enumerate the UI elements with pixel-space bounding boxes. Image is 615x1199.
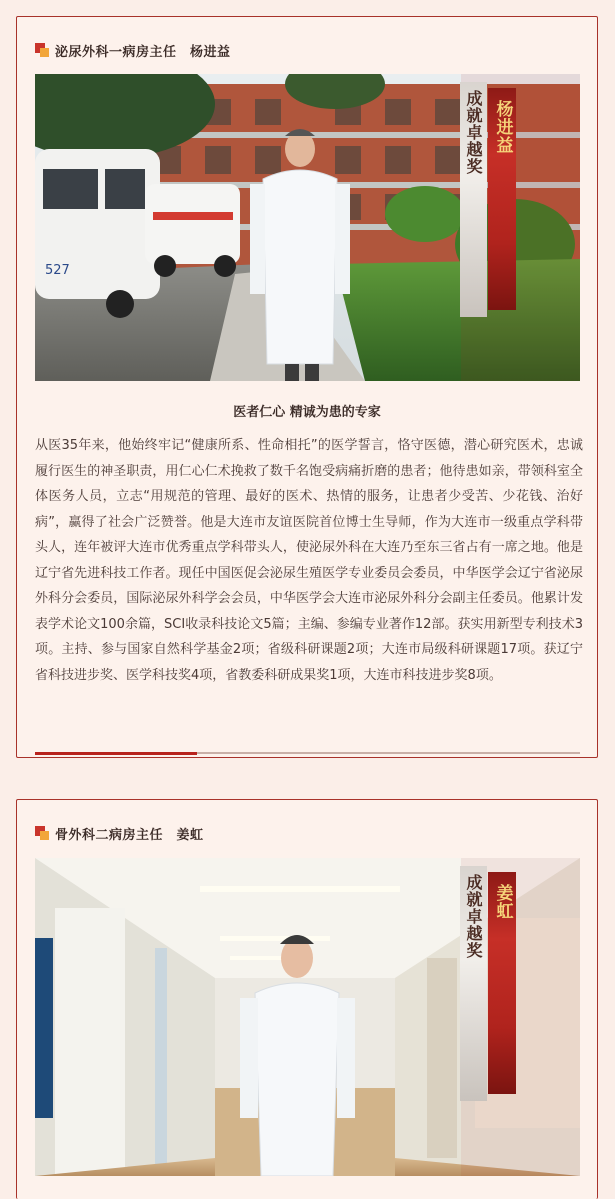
section-divider (35, 752, 580, 754)
section-square-icon (35, 43, 49, 57)
section-title: 骨外科二病房主任 姜虹 (55, 827, 204, 843)
doctor-name: 姜虹 (492, 884, 513, 920)
section-title: 泌尿外科一病房主任 杨进益 (55, 44, 231, 60)
van-number: 527 (45, 263, 70, 278)
section-square-icon (35, 826, 49, 840)
doctor-name: 杨进益 (492, 100, 513, 154)
section-header-1 (35, 41, 231, 59)
profile-card-1 (16, 16, 598, 758)
doctor-photo (35, 858, 580, 1176)
doctor-photo (35, 74, 580, 381)
bio-paragraph: 从医35年来，他始终牢记“健康所系、性命相托”的医学誓言，恪守医德，潜心研究医术，忠诚履行医生的神圣职责，用仁心仁术挽救了数千名饱受病痛折磨的患者；他待患如亲，带领科室全体医务人员，立志“用规范的管理、最好的医术、热情的服务，让患者少受苦、少花钱、治好病”，赢得了社会广泛赞誉。他是大连市友谊医院首位博士生导师，作为大连市一级重点学科带头人，连年被评大连市优秀重点学科带头人，使泌尿外科在大连乃至东三省占有一席之地。他是辽宁省先进科技工作者。现任中国医促会泌尿生殖医学专业委员会委员，中华医学会辽宁省泌尿外科分会委员，国际泌尿外科学会会员，中华医学会大连市泌尿外科分会副主任委员。他累计发表学术论文100余篇，SCI收录科技论文5篇；主编、参编专业著作12部。获实用新型专利技术3项。主持、参与国家自然科学基金2项；省级科研课题2项；大连市局级科研课题17项。获辽宁省科技进步奖、医学科技奖4项，省教委科研成果奖1项，大连市科技进步奖8项。 (35, 438, 583, 683)
tagline: 医者仁心 精诚为患的专家 (233, 405, 381, 420)
award-text: 成就卓越奖 (464, 874, 483, 959)
section-header-2 (35, 824, 204, 842)
award-banner (460, 82, 487, 317)
name-banner (488, 872, 516, 1094)
profile-card-2 (16, 799, 598, 1199)
award-text: 成就卓越奖 (464, 90, 483, 175)
name-banner (488, 88, 516, 310)
award-banner (460, 866, 487, 1101)
